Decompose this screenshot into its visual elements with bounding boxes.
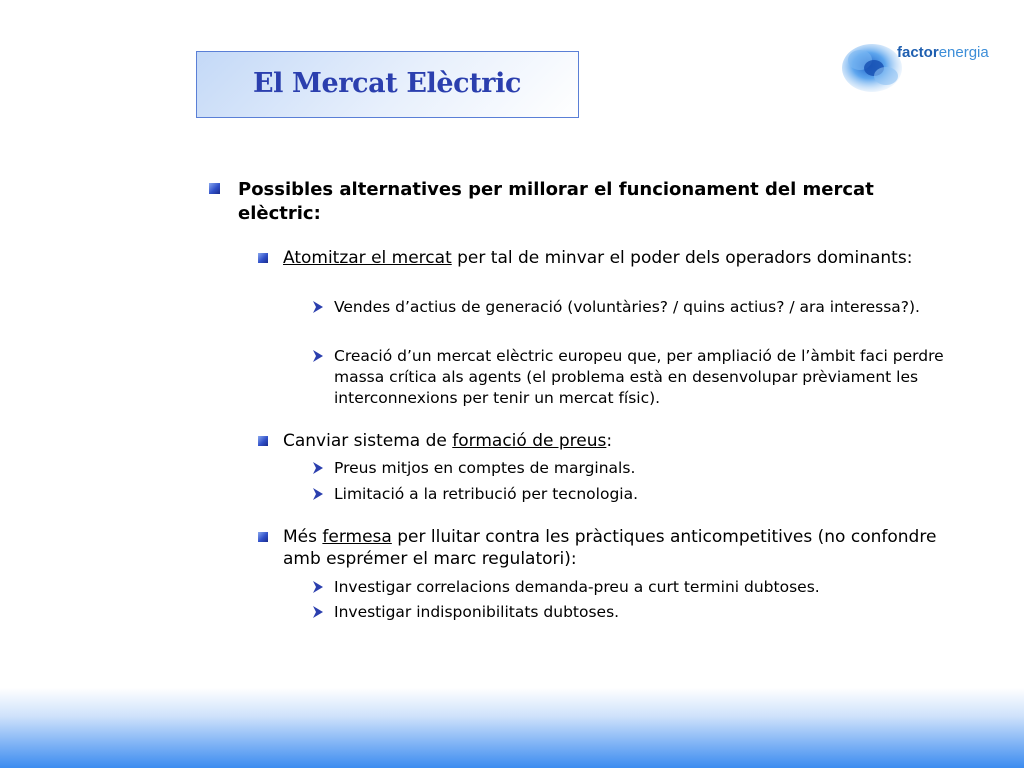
logo-text-factor: factor: [897, 44, 939, 61]
section-suffix: per tal de minvar el poder dels operadors dominants:: [451, 248, 913, 268]
square-bullet-icon: [258, 532, 268, 542]
arrow-bullet-icon: [312, 349, 324, 363]
section-underlined: fermesa: [322, 527, 392, 547]
arrow-bullet-icon: [312, 487, 324, 501]
main-bullet: Possibles alternatives per millorar el funcionament del mercat elèctric:: [238, 179, 874, 224]
list-item: Creació d’un mercat elèctric europeu que, per ampliació de l’àmbit faci perdre massa crítica als agents (el problema està en desenvolupar prèviament les interconnexions per tenir un mercat físic).: [334, 347, 944, 407]
list-item: Vendes d’actius de generació (voluntàries? / quins actius? / ara interessa?).: [334, 298, 920, 316]
square-bullet-icon: [258, 436, 268, 446]
section-underlined: formació de preus: [452, 431, 607, 451]
logo-text-energia: energia: [938, 44, 989, 61]
list-item: Preus mitjos en comptes de marginals.: [334, 459, 636, 477]
section-heading: [283, 526, 943, 570]
list-item: Investigar correlacions demanda-preu a curt termini dubtoses.: [334, 578, 820, 596]
footer-gradient-band: [0, 688, 1024, 768]
section-suffix: per lluitar contra les pràctiques anticompetitives (no confondre amb esprémer el marc regulatori):: [283, 527, 937, 569]
list-item: Investigar indisponibilitats dubtoses.: [334, 603, 620, 621]
arrow-bullet-icon: [312, 605, 324, 619]
list-item: Limitació a la retribució per tecnologia.: [334, 485, 639, 503]
arrow-bullet-icon: [312, 300, 324, 314]
arrow-bullet-icon: [312, 580, 324, 594]
arrow-bullet-icon: [312, 461, 324, 475]
section-heading: [283, 247, 943, 269]
section-heading: [283, 430, 943, 452]
slide-title: El Mercat Elèctric: [253, 68, 521, 99]
section-suffix: :: [606, 431, 613, 451]
square-bullet-icon: [258, 253, 268, 263]
section-underlined: Atomitzar el mercat: [283, 248, 452, 268]
section-prefix: Canviar sistema de: [283, 431, 453, 451]
section-prefix: Més: [283, 527, 323, 547]
square-bullet-icon: [209, 183, 220, 194]
